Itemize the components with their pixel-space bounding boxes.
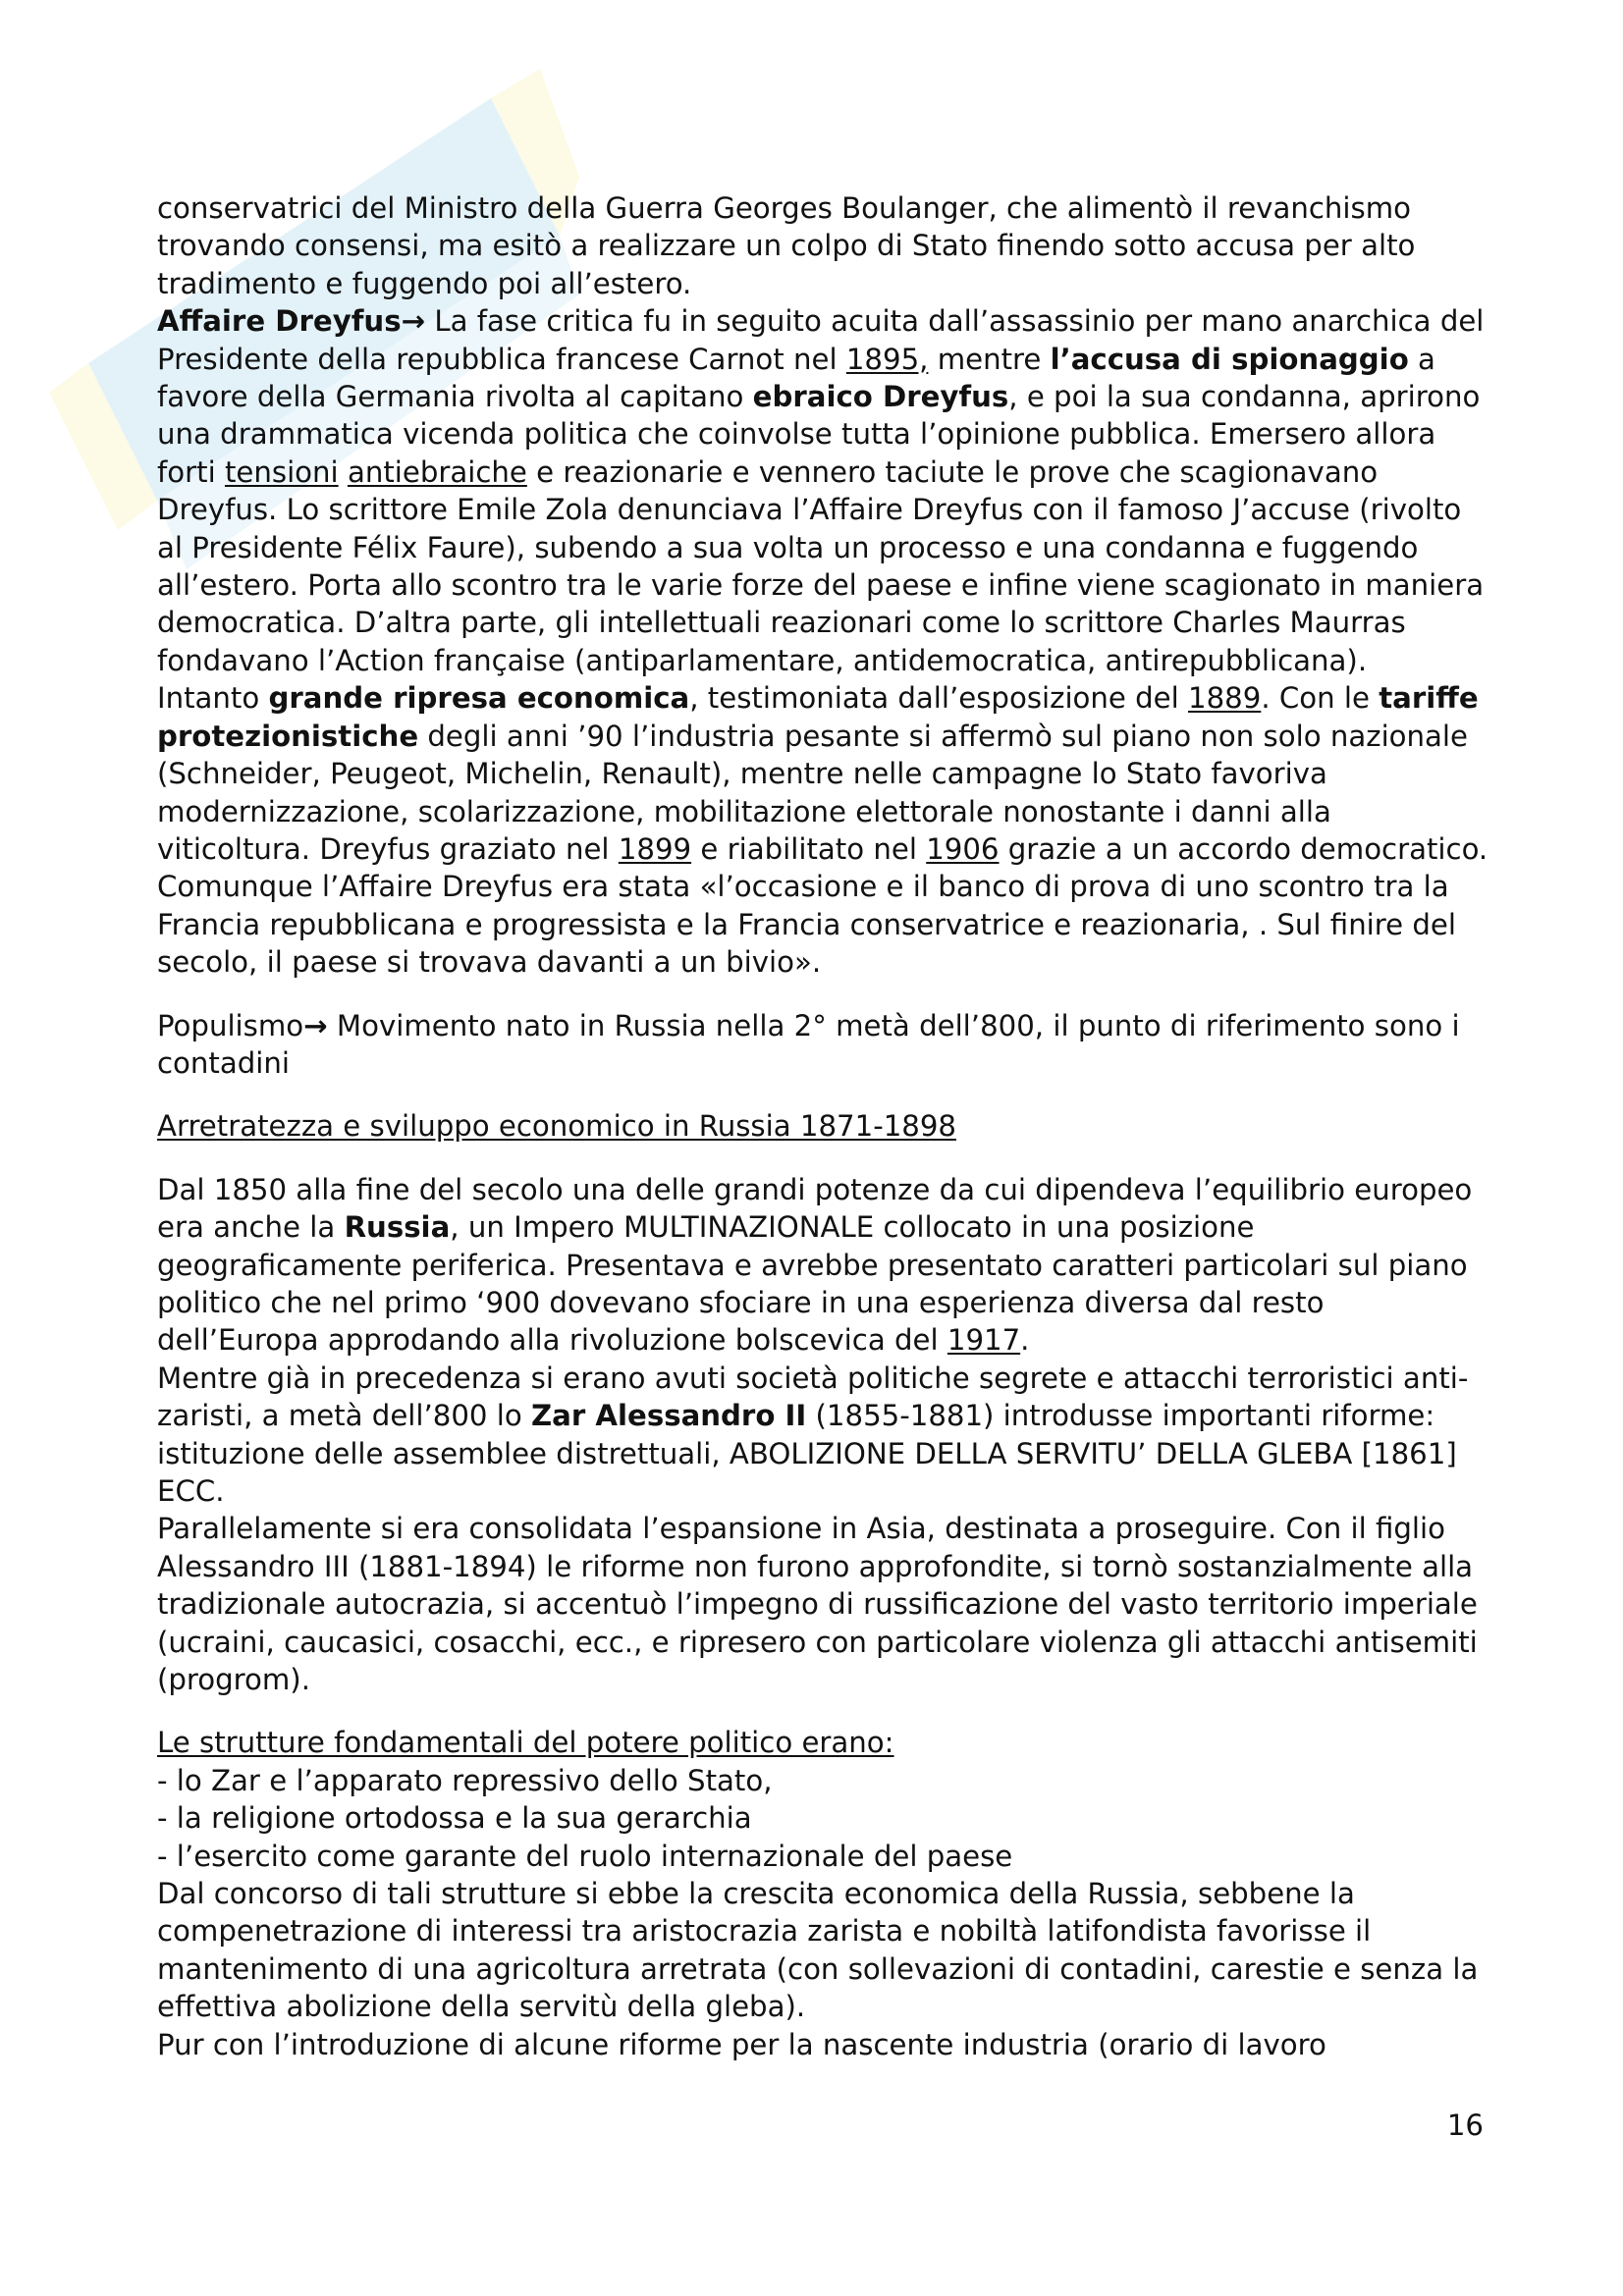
list-item: - lo Zar e l’apparato repressivo dello Stato, [157, 1763, 773, 1797]
paragraph-boulanger: conservatrici del Ministro della Guerra Georges Boulanger, che alimentò il revanchismo trovando consensi, ma esitò a realizzare un colpo di Stato finendo sotto accusa per alto tradimento e fuggendo poi all’estero. [157, 191, 1416, 300]
year-1895: 1895, [845, 342, 929, 376]
list-item: - la religione ortodossa e la sua gerarchia [157, 1801, 752, 1836]
document-body [157, 189, 1492, 2063]
paragraph-russia-impero: Dal 1850 alla fine del secolo una delle grandi potenze da cui dipendeva l’equilibrio europeo era anche la Russia, un Impero MULTINAZIONALE collocato in una posizione geograficamente periferica. Presentava e avrebbe presentato caratteri particolari sul piano politico che nel primo ‘900 dovevano sfociare in una esperienza diversa dal resto dell’Europa approdando alla rivoluzione bolscevica del 1917. [157, 1172, 1473, 1358]
paragraph-ripresa-economica: Intanto grande ripresa economica, testimoniata dall’esposizione del 1889. Con le tariffe protezionistiche degli anni ’90 l’industria pesante si affermò sul piano non solo nazionale (Schneider, Peugeot, Michelin, Renault), mentre nelle campagne lo Stato favoriva modernizzazione, scolarizzazione, mobilitazione elettorale nonostante i danni alla viticoltura. Dreyfus graziato nel 1899 e riabilitato nel 1906 grazie a un accordo democratico. Comunque l’Affaire Dreyfus era stata «l’occasione e il banco di prova di uno scontro tra la Francia repubblicana e progressista e la Francia conservatrice e reazionaria, . Sul finire del secolo, il paese si trovava davanti a un bivio». [157, 681, 1488, 980]
section-heading-russia: Arretratezza e sviluppo economico in Russia 1871-1898 [157, 1109, 956, 1144]
year-1917: 1917 [947, 1323, 1021, 1358]
paragraph-crescita-economica: Dal concorso di tali strutture si ebbe la crescita economica della Russia, sebbene la compenetrazione di interessi tra aristocrazia zarista e nobiltà latifondista favorisse il mantenimento di una agricoltura arretrata (con sollevazioni di contadini, carestie e senza la effettiva abolizione della servitù della gleba). [157, 1877, 1479, 2024]
section-heading-strutture: Le strutture fondamentali del potere politico erano: [157, 1726, 894, 1760]
arrow-right-icon: → [303, 1008, 328, 1042]
arrow-right-icon: → [401, 304, 426, 339]
year-1889: 1889 [1188, 681, 1262, 716]
paragraph-affaire-dreyfus: Affaire Dreyfus→ La fase critica fu in seguito acuita dall’assassinio per mano anarchica del Presidente della repubblica francese Carnot nel 1895, mentre l’accusa di spionaggio a favore della Germania rivolta al capitano ebraico Dreyfus, e poi la sua condanna, aprirono una drammatica vicenda politica che coinvolse tutta l’opinione pubblica. Emersero allora forti tensioni antiebraiche e reazionarie e vennero taciute le prove che scagionavano Dreyfus. Lo scrittore Emile Zola denunciava l’Affaire Dreyfus con il famoso J’accuse (rivolto al Presidente Félix Faure), subendo a sua volta un processo e una condanna e fuggendo all’estero. Porta allo scontro tra le varie forze del paese e infine viene scagionato in maniera democratica. D’altra parte, gli intellettuali reazionari come lo scrittore Charles Maurras fondavano l’Action française (antiparlamentare, antidemocratica, antirepubblicana). [157, 304, 1485, 677]
heading-affaire-dreyfus: Affaire Dreyfus [157, 304, 402, 339]
page-number: 16 [1446, 2109, 1484, 2142]
year-1906: 1906 [926, 831, 1000, 866]
paragraph-alessandro-ii: Mentre già in precedenza si erano avuti società politiche segrete e attacchi terroristici anti-zaristi, a metà dell’800 lo Zar Alessandro II (1855-1881) introdusse importanti riforme: istituzione delle assemblee distrettuali, ABOLIZIONE DELLA SERVITU’ DELLA GLEBA [1861] ECC. [157, 1361, 1469, 1508]
paragraph-riforme-industria: Pur con l’introduzione di alcune riforme per la nascente industria (orario di lavoro [157, 2027, 1326, 2061]
year-1899: 1899 [618, 831, 692, 866]
paragraph-alessandro-iii: Parallelamente si era consolidata l’espansione in Asia, destinata a proseguire. Con il figlio Alessandro III (1881-1894) le riforme non furono approfondite, si tornò sostanzialmente alla tradizionale autocrazia, si accentuò l’impegno di russificazione del vasto territorio imperiale (ucraini, caucasici, cosacchi, ecc., e ripresero con particolare violenza gli attacchi antisemiti (progrom). [157, 1512, 1478, 1697]
paragraph-populismo: Populismo→ Movimento nato in Russia nella 2° metà dell’800, il punto di riferimento sono i contadini [157, 1008, 1460, 1080]
list-item: - l’esercito come garante del ruolo internazionale del paese [157, 1839, 1013, 1873]
